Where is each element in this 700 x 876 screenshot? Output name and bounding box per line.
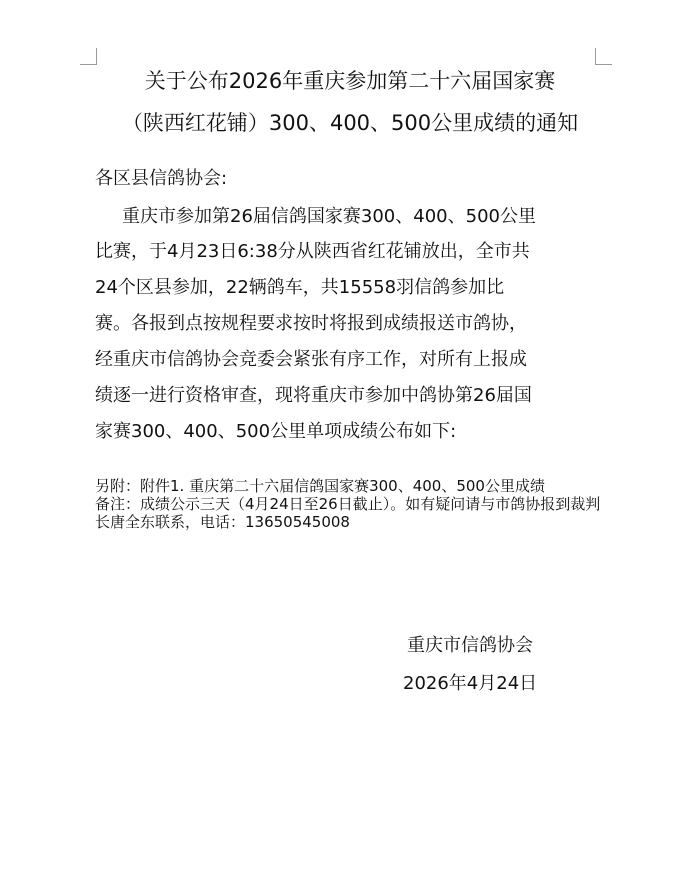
page-corner-mark-top-right xyxy=(595,48,612,65)
signature-organization: 重庆市信鸽协会 xyxy=(407,635,533,656)
body-line: 经重庆市信鸽协会竞委会紧张有序工作，对所有上报成 xyxy=(95,349,527,370)
document-title-line-2: （陕西红花铺）300、400、500公里成绩的通知 xyxy=(121,111,579,135)
body-line: 24个区县参加，22辆鸽车，共15558羽信鸽参加比 xyxy=(95,277,505,298)
document-title-line-1: 关于公布2026年重庆参加第二十六届国家赛 xyxy=(144,69,556,93)
body-line: 重庆市参加第26届信鸽国家赛300、400、500公里 xyxy=(122,206,536,227)
body-line: 赛。各报到点按规程要求按时将报到成绩报送市鸽协， xyxy=(95,313,527,334)
notes-section xyxy=(95,477,605,531)
signature-date: 2026年4月24日 xyxy=(403,673,538,694)
body-line: 比赛，于4月23日6:38分从陕西省红花铺放出，全市共 xyxy=(95,241,530,262)
salutation: 各区县信鸽协会: xyxy=(95,168,228,189)
page-corner-mark-top-left xyxy=(80,48,97,65)
body-line: 家赛300、400、500公里单项成绩公布如下: xyxy=(95,421,457,442)
body-line: 绩逐一进行资格审查，现将重庆市参加中鸽协第26届国 xyxy=(95,385,532,406)
attachment-note: 另附：附件1. 重庆第二十六届信鸽国家赛300、400、500公里成绩 xyxy=(95,477,545,495)
remark-note: 备注：成绩公示三天（4月24日至26日截止）。如有疑问请与市鸽协报到裁判长唐全东联系，电话：13650545008 xyxy=(95,495,601,531)
